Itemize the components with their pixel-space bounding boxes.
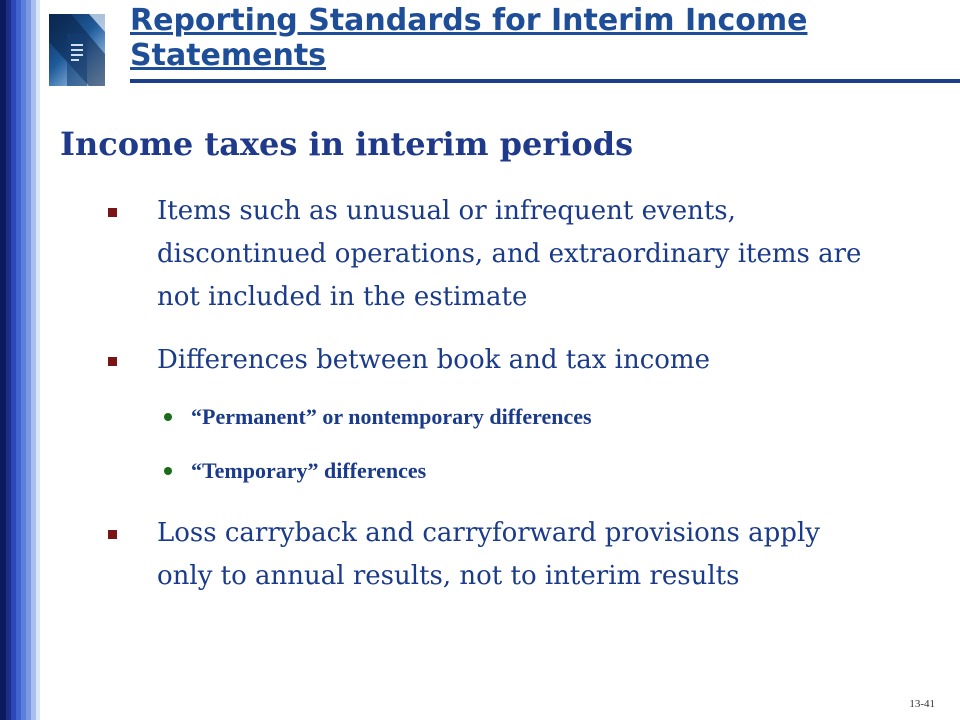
bullet-item: Loss carryback and carryforward provisions apply only to annual results, not to interim results (157, 518, 820, 591)
bullet-square-icon (108, 357, 117, 366)
slide-title: Reporting Standards for Interim Income Statements (130, 3, 808, 73)
bullet-item: Differences between book and tax income (157, 345, 710, 375)
sub-bullet-dot-icon (164, 467, 172, 475)
book-cover-logo (49, 14, 105, 86)
slide-number: 13-41 (909, 698, 935, 710)
sub-bullet-item: “Permanent” or nontemporary differences (191, 404, 592, 429)
bullet-square-icon (108, 208, 117, 217)
left-decorative-bar (0, 0, 40, 720)
section-heading: Income taxes in interim periods (60, 125, 634, 163)
bullet-item: Items such as unusual or infrequent events, discontinued operations, and extraordinary items are not included in the estimate (157, 196, 862, 312)
bullet-square-icon (108, 530, 117, 539)
sub-bullet-dot-icon (164, 413, 172, 421)
sub-bullet-item: “Temporary” differences (191, 458, 427, 483)
title-underline-rule (130, 79, 960, 83)
